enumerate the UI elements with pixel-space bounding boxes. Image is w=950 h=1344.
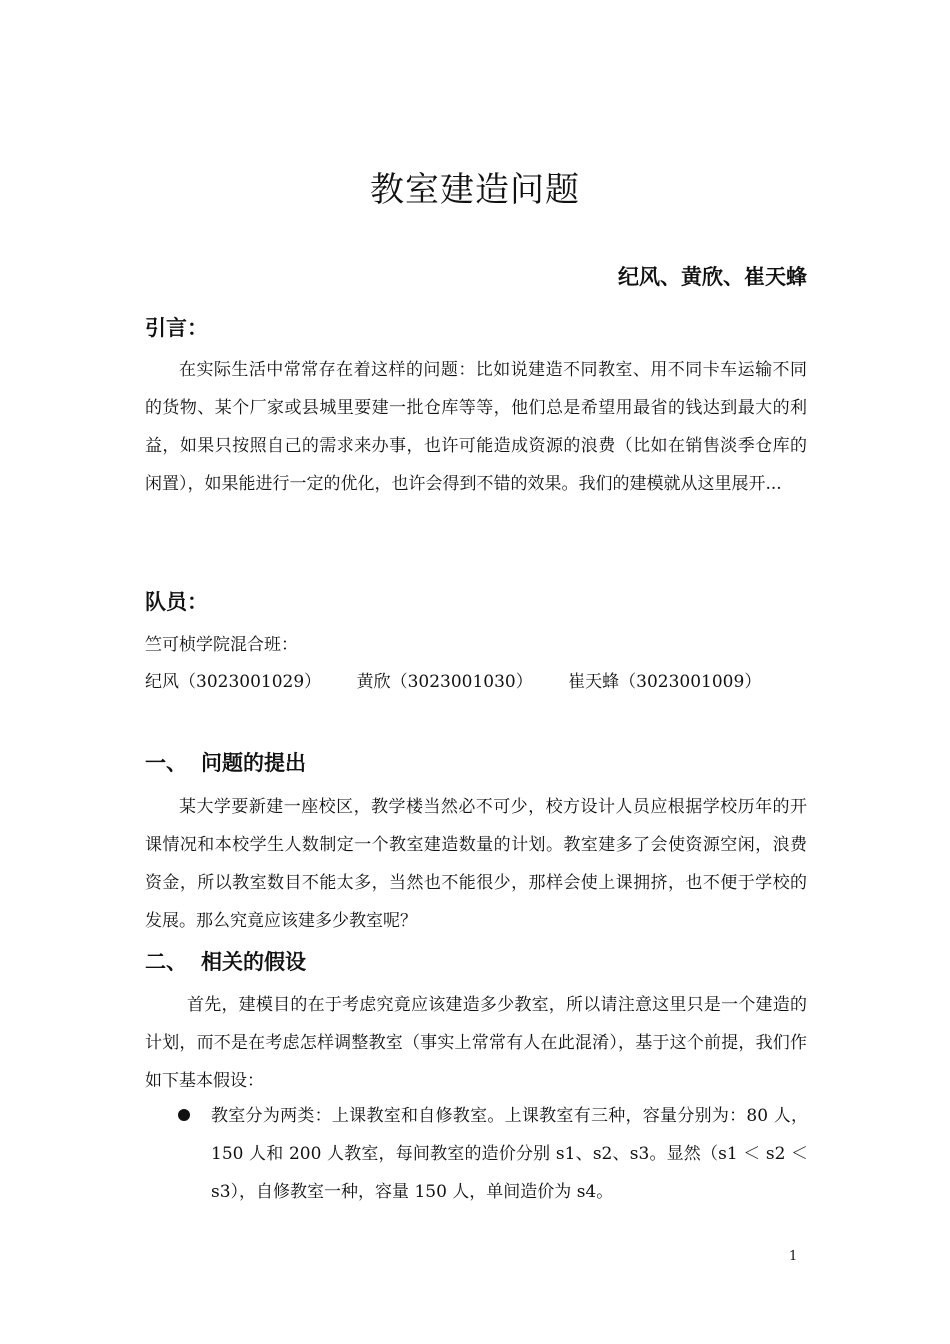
author-list: 纪风、黄欣、崔天蜂 (618, 264, 807, 289)
team-member: 纪风（3023001029） (145, 672, 322, 692)
page-number: 1 (789, 1249, 798, 1264)
bullet-dot-icon (178, 1109, 190, 1121)
intro-paragraph: 在实际生活中常常存在着这样的问题：比如说建造不同教室、用不同卡车运输不同的货物、某个厂家或县城里要建一批仓库等等，他们总是希望用最省的钱达到最大的利益，如果只按照自己的需求来办事，也许可能造成资源的浪费（比如在销售淡季仓库的闲置），如果能进行一定的优化，也许会得到不错的效果。我们的建模就从这里展开... (145, 360, 807, 494)
section-number: 一、 (145, 750, 187, 775)
assumption-bullet-text: 教室分为两类：上课教室和自修教室。上课教室有三种，容量分别为：80 人，150 人和 200 人教室，每间教室的造价分别 s1、s2、s3。显然（s1 ＜ s2 ＜ s3），自修教室一种，容量 150 人，单间造价为 s4。 (211, 1106, 808, 1202)
section-heading-problem (145, 748, 306, 778)
assumptions-paragraph: 首先，建模目的在于考虑究竟应该建造多少教室，所以请注意这里只是一个建造的计划，而不是在考虑怎样调整教室（事实上常常有人在此混淆），基于这个前提，我们作如下基本假设： (145, 995, 807, 1091)
team-heading: 队员： (145, 589, 208, 614)
team-member-list (145, 667, 791, 697)
intro-heading: 引言： (145, 315, 208, 340)
team-member: 崔天蜂（3023001009） (568, 672, 762, 692)
section-heading-assumptions (145, 947, 306, 977)
section-title: 相关的假设 (201, 949, 306, 974)
team-member: 黄欣（3023001030） (356, 672, 533, 692)
team-class-name: 竺可桢学院混合班： (145, 635, 298, 655)
problem-paragraph: 某大学要新建一座校区，教学楼当然必不可少，校方设计人员应根据学校历年的开课情况和本校学生人数制定一个教室建造数量的计划。教室建多了会使资源空闲，浪费资金，所以教室数目不能太多，当然也不能很少，那样会使上课拥挤，也不便于学校的发展。那么究竟应该建多少教室呢？ (145, 797, 807, 931)
section-number: 二、 (145, 949, 187, 974)
section-title: 问题的提出 (201, 750, 306, 775)
document-title: 教室建造问题 (370, 170, 580, 210)
